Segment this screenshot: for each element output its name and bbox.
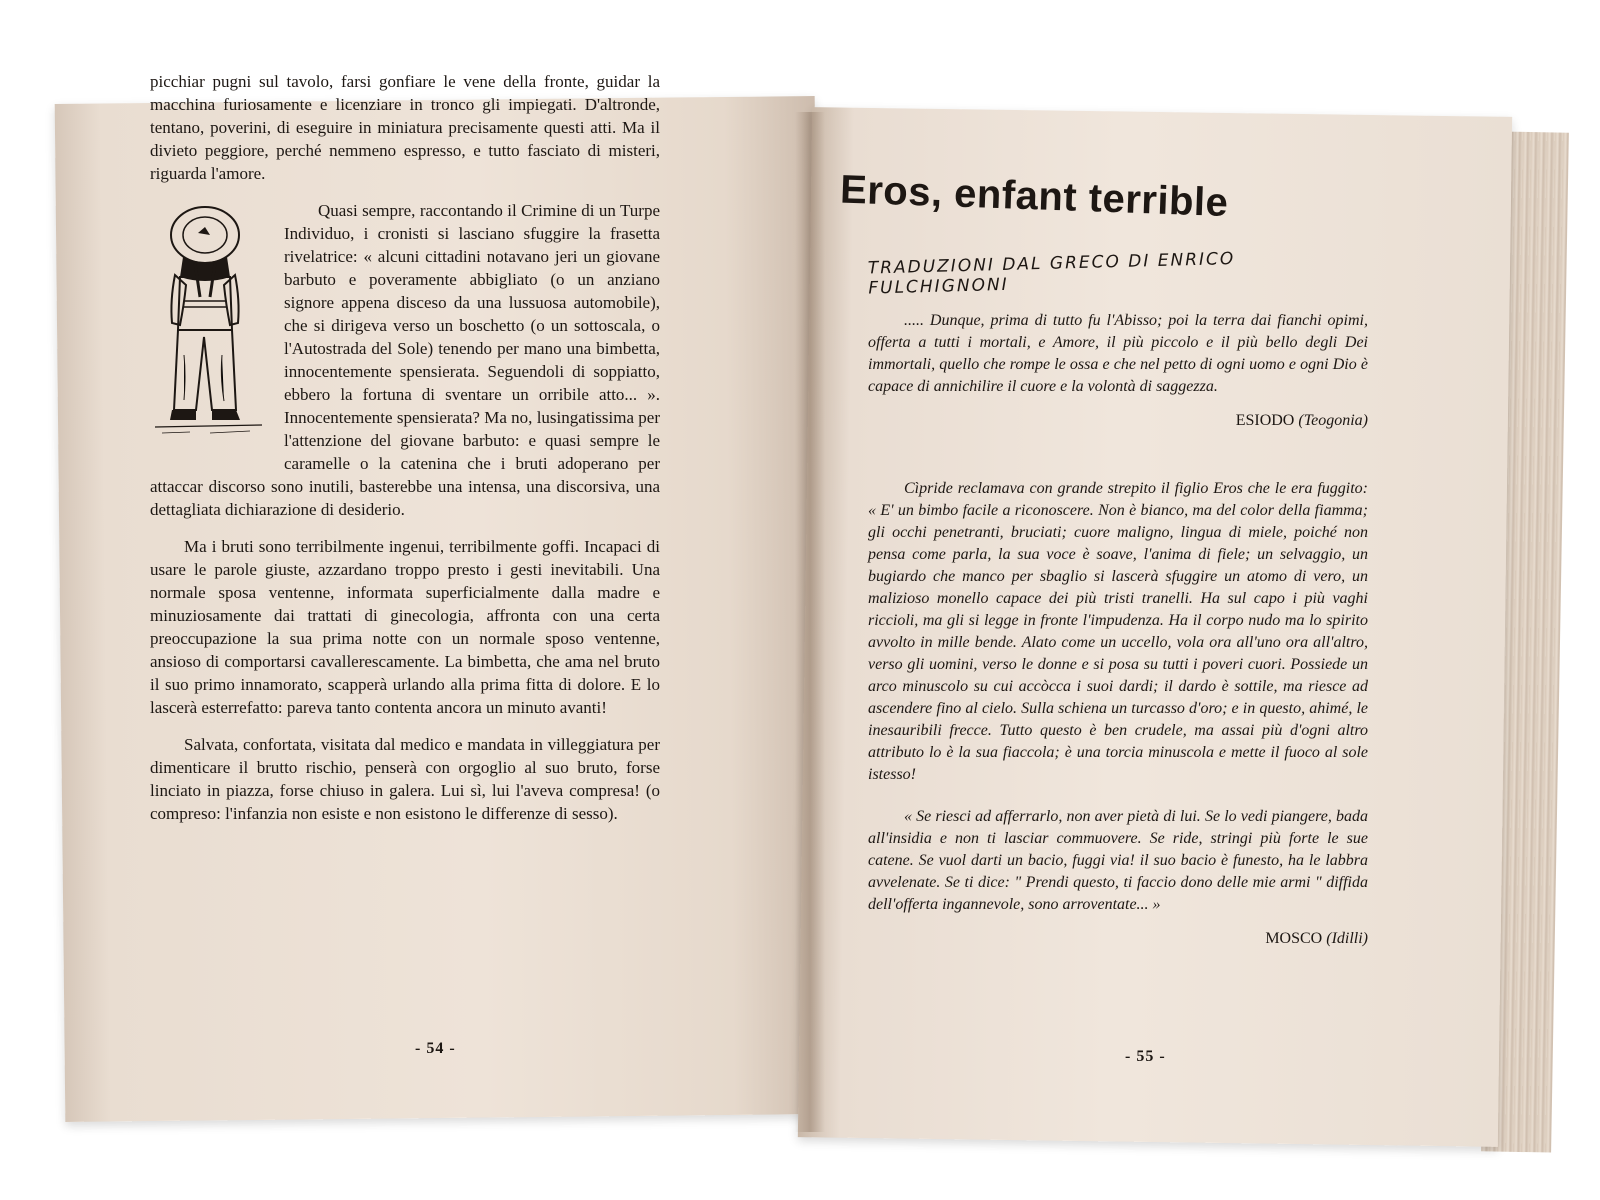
spacer <box>868 432 1368 478</box>
attribution-author: ESIODO <box>1235 412 1295 429</box>
attribution-work: (Idilli) <box>1326 930 1368 947</box>
attribution-mosco <box>868 928 1368 950</box>
page-subtitle: TRADUZIONI DAL GRECO DI ENRICO FULCHIGNONI <box>867 248 1236 299</box>
quote-esiodo: ..... Dunque, prima di tutto fu l'Abisso; poi la terra dai fianchi opimi, offerta a tutti i mortali, e Amore, il più piccolo e il più bello degli Dei immortali, quello che rompe le ossa e che nel petto di ogni uomo e ogni Dio è capace di annichilire il cuore e la volontà di saggezza. <box>868 312 1368 395</box>
sailor-boy-illustration <box>150 205 270 450</box>
illustrated-paragraph <box>150 199 660 521</box>
quote-mosco-1: Cìpride reclamava con grande strepito il figlio Eros che le era fuggito: « E' un bimbo facile a riconoscere. Non è bianco, ma del color della fiamma; gli occhi penetranti, bruciati; cuore maligno, lingua di miele, poiché non pensa come parla, la sua voce è soave, l'anima di fiele; un selvaggio, un bugiardo che manco per sbaglio si lascerà sfuggire un atomo di vero, un malizioso monello capace dei più tristi tranelli. Ha sul capo i più vaghi riccioli, ma gli si legge in fronte l'impudenza. Ha il corpo nudo ma lo spirito avvolto in mille bende. Alato come un uccello, vola ora all'uno ora all'altro, verso gli uomini, verso le donne e si posa su tutti i poveri cuori. Possiede un arco minuscolo su cui accòcca i suoi dardi; il dardo è sottile, ma riesce ad ascendere fino al cielo. Sulla schiena un turcasso d'oro; e in questo, ahimé, le inesauribili frecce. Tutto questo è ben crudele, ma assai più d'ogni altro attributo lo è la sua fiaccola; è una torcia minuscola e mette il fuoco al sole istesso! <box>868 480 1368 783</box>
paragraph: Salvata, confortata, visitata dal medico e mandata in villeggiatura per dimenticare il brutto rischio, penserà con orgoglio al suo bruto, forse linciato in piazza, forse chiuso in galera. Lui sì, lui l'aveva compresa! (o compreso: l'infanzia non esiste e non esistono le differenze di sesso). <box>150 735 660 823</box>
paragraph: picchiar pugni sul tavolo, farsi gonfiare le vene della fronte, guidar la macchina furiosamente e licenziare in tronco gli impiegati. D'altronde, tentano, poverini, di eseguire in miniatura precisamente questi atti. Ma il divieto peggiore, perché nemmeno espresso, e tutto fasciato di misteri, riguarda l'amore. <box>150 72 660 183</box>
page-number-left: - 54 - <box>415 1040 456 1057</box>
page-title: Eros, enfant terrible <box>839 167 1230 226</box>
book-spine <box>795 112 825 1132</box>
paragraph: Ma i bruti sono terribilmente ingenui, terribilmente goffi. Incapaci di usare le parole giuste, azzardano troppo presto i gesti inevitabili. Una normale sposa ventenne, informata superficialmente dalla madre e minuziosamente dai trattati di ginecologia, affronta con una certa preoccupazione la sua prima notte con un normale sposo ventenne, ansioso di comportarsi cavallerescamente. La bimbetta, che ama nel bruto il suo primo innamorato, scapperà urlando alla prima fitta di dolore. E lo lascerà esterrefatto: pareva tanto contenta ancora un minuto avanti! <box>150 537 660 717</box>
quote-mosco-2: « Se riesci ad afferrarlo, non aver pietà di lui. Se lo vedi piangere, bada all'insidia e non ti lasciar commuovere. Se ride, stringi più forte le sue catene. Se vuol darti un bacio, fuggi via! il suo bacio è funesto, ha le labbra avvelenate. Se ti dice: " Prendi questo, ti faccio dono delle mie armi " diffida dell'offerta ingannevole, sono arroventate... » <box>868 808 1368 913</box>
attribution-author: MOSCO <box>1265 930 1323 947</box>
page-number-right: - 55 - <box>1125 1048 1166 1065</box>
attribution-esiodo <box>868 410 1368 432</box>
paragraph: Quasi sempre, raccontando il Crimine di un Turpe Individuo, i cronisti si lasciano sfuggire la frasetta rivelatrice: « alcuni cittadini notavano jeri un giovane barbuto e poveramente abbigliato (o un anziano signore appena disceso da una lussuosa automobile), che si dirigeva verso un boschetto (o un sottoscala, o l'Autostrada del Sole) tenendo per mano una bimbetta, innocentemente spensierata. Seguendoli di soppiatto, ebbero la fortuna di sventare un orribile atto... ». Innocentemente spensierata? Ma no, lusingatissima per l'attenzione del giovane barbuto: e quasi sempre le caramelle o la catenina che i bruti adoperano per attaccar discorso sono inutili, basterebbe una intensa, una discorsiva, una dettagliata dichiarazione di desiderio. <box>150 201 660 519</box>
spacer <box>868 786 1368 806</box>
left-page-text <box>150 70 660 839</box>
right-page-text <box>868 310 1368 950</box>
attribution-work: (Teogonia) <box>1298 412 1368 429</box>
